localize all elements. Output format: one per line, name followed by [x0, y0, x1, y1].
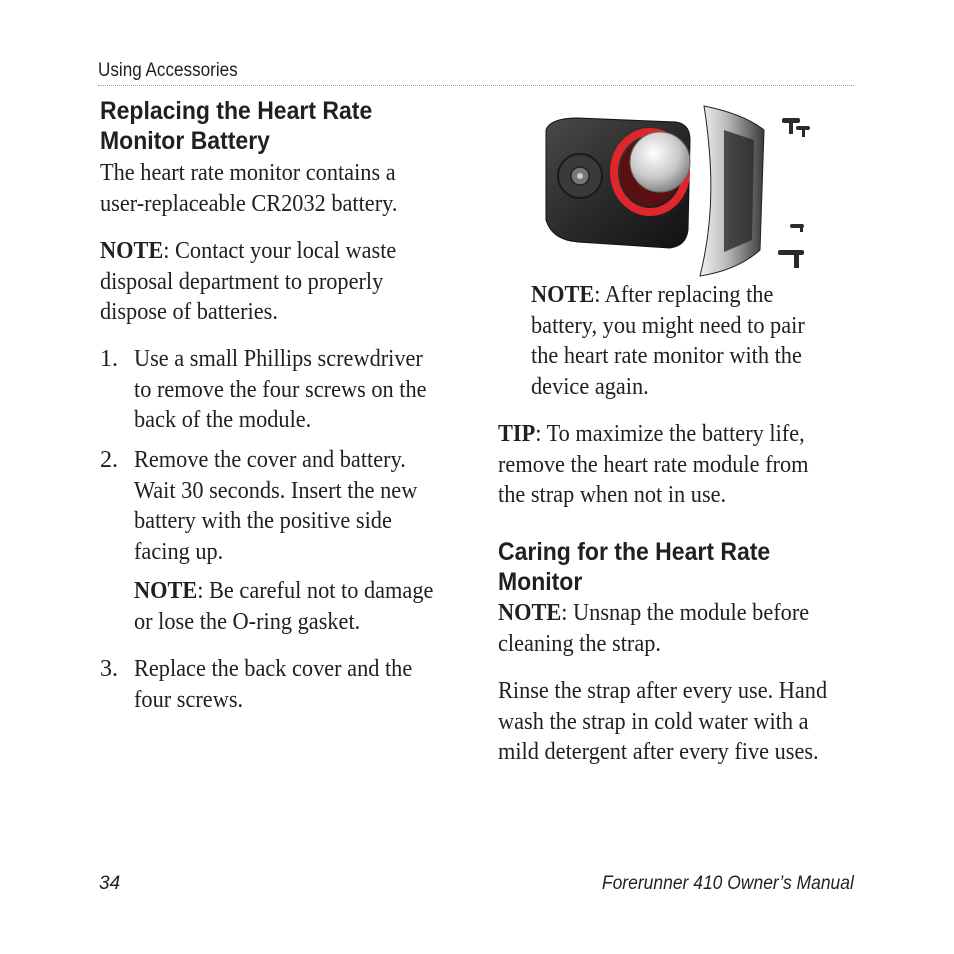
heading-line: Replacing the Heart Rate [100, 97, 373, 125]
screw-icon [790, 224, 804, 232]
pairing-note: NOTE: After replacing the battery, you might need to pair the heart rate monitor with the device again. [531, 282, 805, 400]
heading-line: Caring for the Heart Rate [498, 538, 771, 566]
battery-icon [630, 132, 690, 192]
cleaning-note: NOTE: Unsnap the module before cleaning the strap. [498, 600, 810, 657]
running-header: Using Accessories [98, 60, 238, 81]
note-label: NOTE [100, 238, 164, 264]
screw-icon [778, 250, 804, 268]
tip-label: TIP [498, 421, 536, 447]
header-divider [98, 85, 854, 86]
page-number: 34 [99, 873, 121, 894]
battery-tip: TIP: To maximize the battery life, remove the heart rate module from the strap when not in use. [498, 421, 809, 508]
note-label: NOTE [134, 578, 198, 604]
heading-line: Monitor [498, 568, 583, 596]
heart-rate-module-illustration [538, 100, 818, 280]
manual-title: Forerunner 410 Owner’s Manual [602, 873, 854, 894]
rinse-paragraph: Rinse the strap after every use. Hand wash the strap in cold water with a mild detergent after every five uses. [498, 678, 828, 765]
gasket-note: NOTE: Be careful not to damage or lose the O-ring gasket. [134, 578, 434, 635]
note-label: NOTE [531, 282, 595, 308]
note-label: NOTE [498, 600, 562, 626]
step-number: 3. [100, 656, 118, 682]
step-number: 2. [100, 447, 118, 473]
screw-icon [782, 118, 810, 137]
heading-line: Monitor Battery [100, 127, 270, 155]
disposal-note: NOTE: Contact your local waste disposal department to properly dispose of batteries. [100, 238, 397, 325]
intro-paragraph: The heart rate monitor contains a user-replaceable CR2032 battery. [100, 160, 398, 217]
section-heading-replacing-battery [100, 96, 450, 156]
step-number: 1. [100, 346, 118, 372]
section-heading-caring [498, 537, 848, 597]
